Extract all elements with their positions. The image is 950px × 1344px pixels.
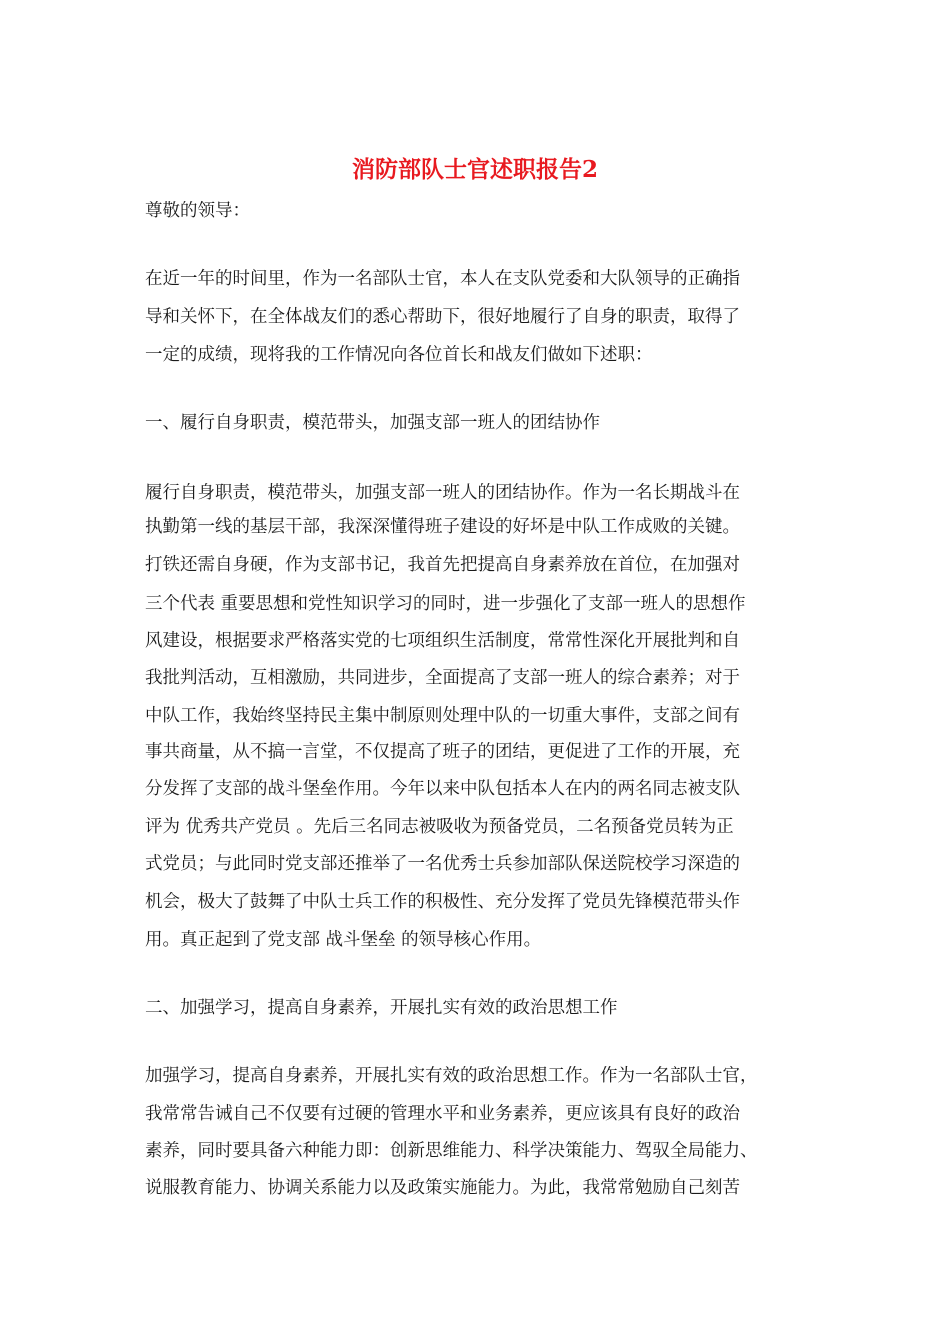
text-line: 加强学习，提高自身素养，开展扎实有效的政治思想工作。作为一名部队士官， (145, 1066, 758, 1086)
text-line: 用。真正起到了党支部 战斗堡垒 的领导核心作用。 (145, 930, 542, 950)
text-line: 评为 优秀共产党员 。先后三名同志被吸收为预备党员，二名预备党员转为正 (145, 817, 734, 837)
text-line: 在近一年的时间里，作为一名部队士官，本人在支队党委和大队领导的正确指 (145, 269, 740, 289)
text-line: 素养，同时要具备六种能力即：创新思维能力、科学决策能力、驾驭全局能力、 (145, 1141, 758, 1161)
salutation: 尊敬的领导： (145, 201, 250, 221)
text-line: 说服教育能力、协调关系能力以及政策实施能力。为此，我常常勉励自己刻苦 (145, 1178, 740, 1198)
text-line: 履行自身职责，模范带头，加强支部一班人的团结协作。作为一名长期战斗在 (145, 483, 740, 503)
text-line: 机会，极大了鼓舞了中队士兵工作的积极性、充分发挥了党员先锋模范带头作 (145, 892, 740, 912)
text-line: 执勤第一线的基层干部，我深深懂得班子建设的好坏是中队工作成败的关键。 (145, 517, 740, 537)
text-line: 分发挥了支部的战斗堡垒作用。今年以来中队包括本人在内的两名同志被支队 (145, 779, 740, 799)
text-line: 式党员；与此同时党支部还推举了一名优秀士兵参加部队保送院校学习深造的 (145, 854, 740, 874)
document-title: 消防部队士官述职报告2 (351, 156, 598, 183)
text-line: 我常常告诫自己不仅要有过硬的管理水平和业务素养，更应该具有良好的政治 (145, 1104, 740, 1124)
section-heading: 二、加强学习，提高自身素养，开展扎实有效的政治思想工作 (145, 998, 618, 1018)
text-line: 导和关怀下，在全体战友们的悉心帮助下，很好地履行了自身的职责，取得了 (145, 307, 740, 327)
text-line: 我批判活动，互相激励，共同进步，全面提高了支部一班人的综合素养；对于 (145, 668, 740, 688)
text-line: 三个代表 重要思想和党性知识学习的同时，进一步强化了支部一班人的思想作 (145, 594, 746, 614)
text-line: 一定的成绩，现将我的工作情况向各位首长和战友们做如下述职： (145, 345, 653, 365)
section-heading: 一、履行自身职责，模范带头，加强支部一班人的团结协作 (145, 413, 600, 433)
text-line: 中队工作，我始终坚持民主集中制原则处理中队的一切重大事件，支部之间有 (145, 706, 740, 726)
text-line: 事共商量，从不搞一言堂，不仅提高了班子的团结，更促进了工作的开展，充 (145, 742, 740, 762)
text-line: 打铁还需自身硬，作为支部书记，我首先把提高自身素养放在首位，在加强对 (145, 555, 740, 575)
text-line: 风建设，根据要求严格落实党的七项组织生活制度，常常性深化开展批判和自 (145, 631, 740, 651)
